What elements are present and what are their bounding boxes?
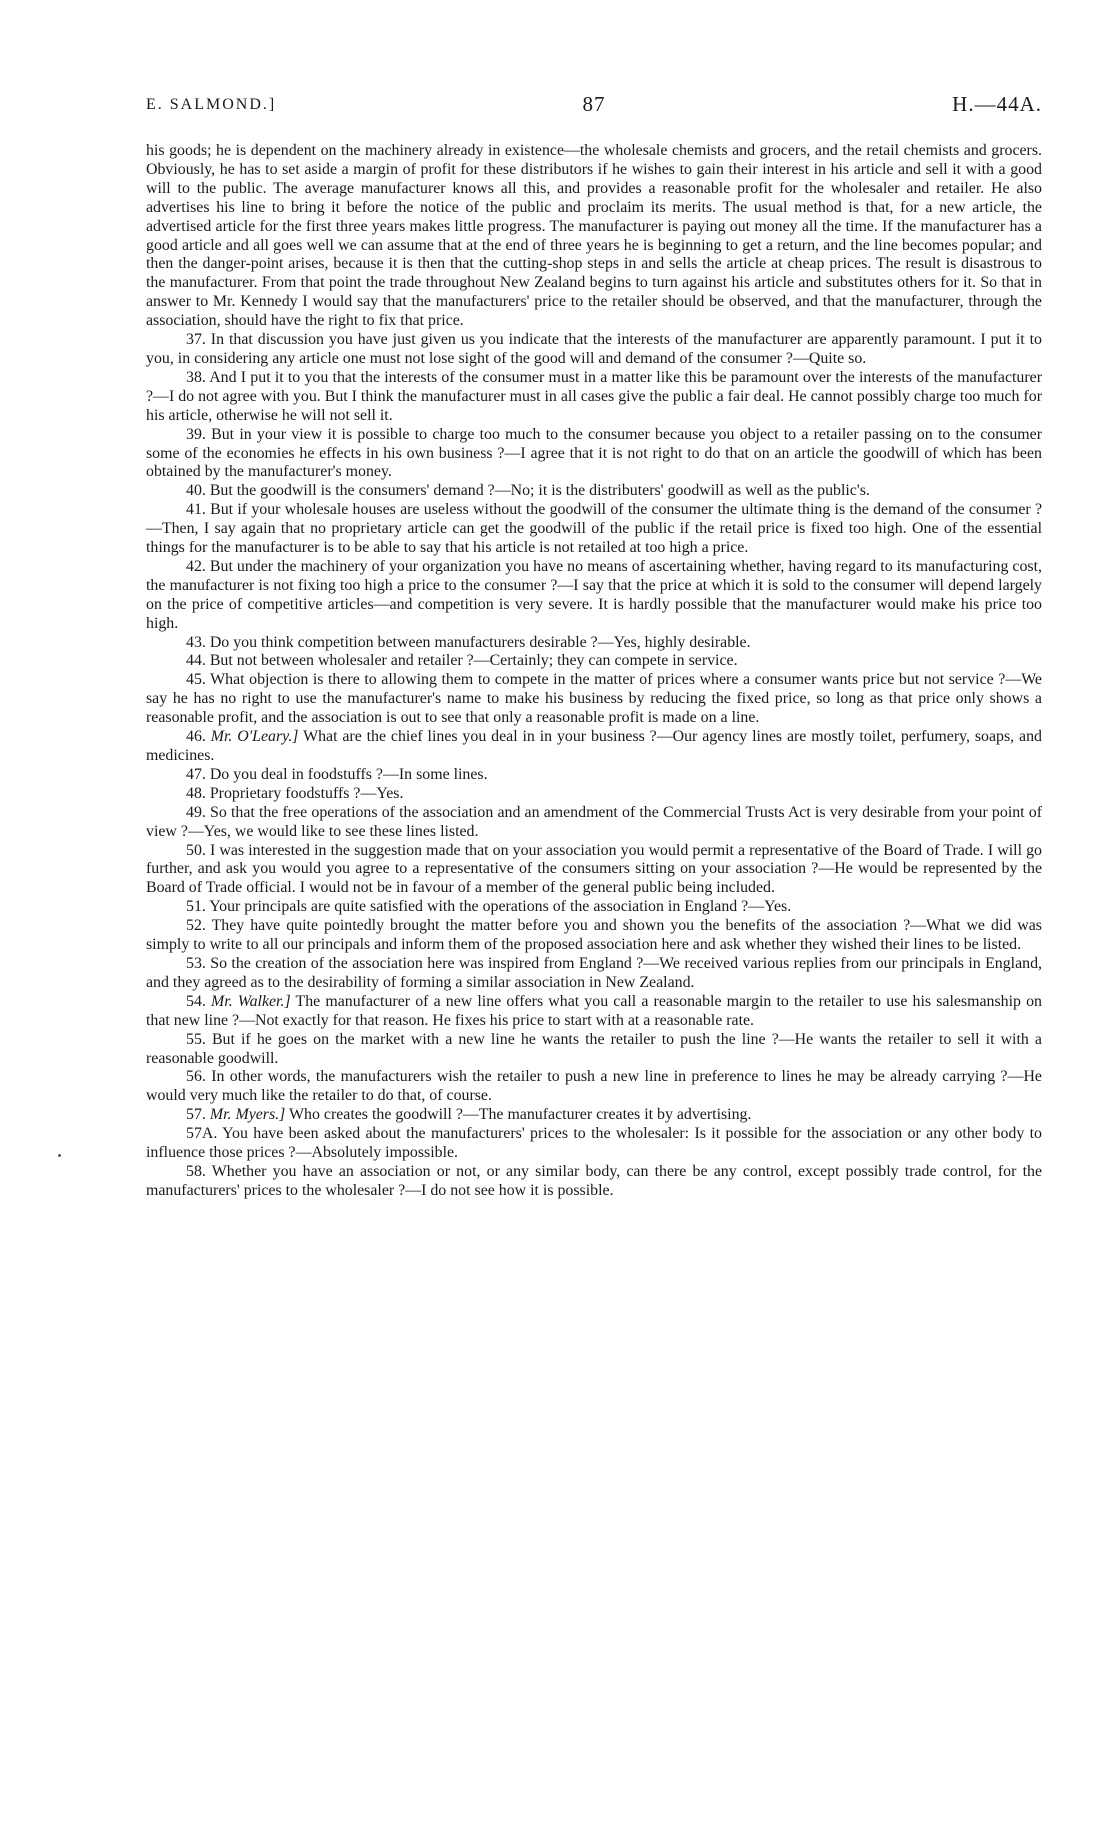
question-57	[146, 1106, 1042, 1125]
question-56: 56. In other words, the manufacturers wish the retailer to push a new line in preference to lines he may be already carrying ?—He would very much like the retailer to do that, of course.	[146, 1068, 1042, 1105]
speaker-name: Mr. Myers.]	[209, 1106, 286, 1124]
question-text: The manufacturer of a new line offers what you call a reasonable margin to the retailer to use his salesmanship on that new line ?—Not exactly for that reason. He fixes his price to start with at a reasonable rate.	[146, 992, 1042, 1029]
speaker-name: Mr. Walker.]	[211, 992, 291, 1010]
question-number: 46.	[186, 728, 206, 746]
question-44: 44. But not between wholesaler and retailer ?—Certainly; they can compete in service.	[186, 652, 738, 670]
margin-speck	[58, 1154, 61, 1157]
continued-answer-paragraph: his goods; he is dependent on the machinery already in existence—the wholesale chemists and grocers, and the retail chemists and grocers. Obviously, he has to set aside a margin of profit for these distributors if he wishes to gain their interest in his article and sell it with a good will to the public. The average manufacturer knows all this, and provides a reasonable profit for the wholesaler and retailer. He also advertises his line to bring it before the notice of the public and proclaim its merits. The usual method is that, for a new article, the advertised article for the first three years makes little progress. The manufacturer is paying out money all the time. If the manufacturer has a good article and all goes well we can assume that at the end of three years he is beginning to get a return, and the line becomes popular; and then the danger-point arises, because it is then that the cutting-shop steps in and sells the article at cheap prices. The result is disastrous to the manufacturer. From that point the trade throughout New Zealand begins to turn against his article and substitutes others for it. So that in answer to Mr. Kennedy I would say that the manufacturers' price to the retailer should be observed, and that the manufacturer, through the association, should have the right to fix that price.	[146, 142, 1042, 330]
question-52: 52. They have quite pointedly brought the matter before you and shown you the benefits of the association ?—What we did was simply to write to all our principals and inform them of the proposed association here and ask whether they wished their lines to be listed.	[146, 917, 1042, 954]
question-40: 40. But the goodwill is the consumers' demand ?—No; it is the distributers' goodwill as well as the public's.	[186, 482, 870, 500]
evidence-text	[146, 142, 1042, 1201]
question-41: 41. But if your wholesale houses are useless without the goodwill of the consumer the ultimate thing is the demand of the consumer ?—Then, I say again that no proprietary article can get the goodwill of the public if the retail price is fixed too high. One of the essential things for the manufacturer is to be able to say that his article is not retailed at too high a price.	[146, 501, 1042, 557]
page-number: 87	[582, 92, 606, 116]
question-53: 53. So the creation of the association here was inspired from England ?—We received various replies from our principals in England, and they agreed as to the desirability of forming a similar association in New Zealand.	[146, 954, 1042, 991]
question-text: What are the chief lines you deal in in your business ?—Our agency lines are mostly toilet, perfumery, soaps, and medicines.	[146, 728, 1042, 764]
question-42: 42. But under the machinery of your organization you have no means of ascertaining whether, having regard to its manufacturing cost, the manufacturer is not fixing too high a price to the consumer ?—I say that the price at which it is sold to the consumer will depend largely on the price of competitive articles—and competition is very severe. It is hardly possible that the manufacturer would make his price too high.	[146, 557, 1042, 632]
question-38: 38. And I put it to you that the interests of the consumer must in a matter like this be paramount over the interests of the manufacturer ?—I do not agree with you. But I think the manufacturer must in all cases give the public a fair deal. He cannot possibly charge too much for his article, otherwise he will not sell it.	[146, 368, 1042, 424]
question-number: 57.	[186, 1106, 206, 1124]
question-48: 48. Proprietary foodstuffs ?—Yes.	[186, 784, 404, 802]
page-header	[146, 92, 1042, 124]
question-47: 47. Do you deal in foodstuffs ?—In some lines.	[186, 765, 488, 783]
question-number: 54.	[186, 992, 206, 1010]
question-45: 45. What objection is there to allowing them to compete in the matter of prices where a consumer wants price but not service ?—We say he has no right to use the manufacturer's name to make his business by reducing the fixed price, so long as that price only shows a reasonable profit, and the association is out to see that only a reasonable profit is made on a line.	[146, 671, 1042, 727]
question-43: 43. Do you think competition between manufacturers desirable ?—Yes, highly desirable.	[186, 633, 751, 651]
question-54	[146, 993, 1042, 1031]
question-55: 55. But if he goes on the market with a new line he wants the retailer to push the line ?—He wants the retailer to sell it with a reasonable goodwill.	[146, 1030, 1042, 1067]
question-39: 39. But in your view it is possible to charge too much to the consumer because you object to a retailer passing on to the consumer some of the economies he effects in his own business ?—I agree that it is not right to do that on an article the goodwill of which has been obtained by the manufacturer's money.	[146, 425, 1042, 481]
question-58: 58. Whether you have an association or not, or any similar body, can there be any control, except possibly trade control, for the manufacturers' prices to the wholesaler ?—I do not see how it is possible.	[146, 1162, 1042, 1199]
question-37: 37. In that discussion you have just given us you indicate that the interests of the manufacturer are apparently paramount. I put it to you, in considering any article one must not lose sight of the good will and demand of the consumer ?—Quite so.	[146, 331, 1042, 367]
question-46	[146, 728, 1042, 766]
document-reference: H.—44A.	[952, 92, 1042, 116]
question-51: 51. Your principals are quite satisfied with the operations of the association in England ?—Yes.	[186, 898, 792, 916]
question-text: Who creates the goodwill ?—The manufacturer creates it by advertising.	[289, 1106, 752, 1124]
question-57a: 57A. You have been asked about the manufacturers' prices to the wholesaler: Is it possible for the association or any other body to influence those prices ?—Absolutely impossible.	[146, 1125, 1042, 1162]
question-49: 49. So that the free operations of the association and an amendment of the Commercial Trusts Act is very desirable from your point of view ?—Yes, we would like to see these lines listed.	[146, 803, 1042, 840]
question-50: 50. I was interested in the suggestion made that on your association you would permit a representative of the Board of Trade. I will go further, and ask you would you agree to a representative of the consumers sitting on your association ?—He would be represented by the Board of Trade official. I would not be in favour of a member of the general public being included.	[146, 841, 1042, 897]
speaker-name: Mr. O'Leary.]	[210, 728, 299, 746]
witness-name: E. SALMOND.]	[146, 96, 277, 113]
